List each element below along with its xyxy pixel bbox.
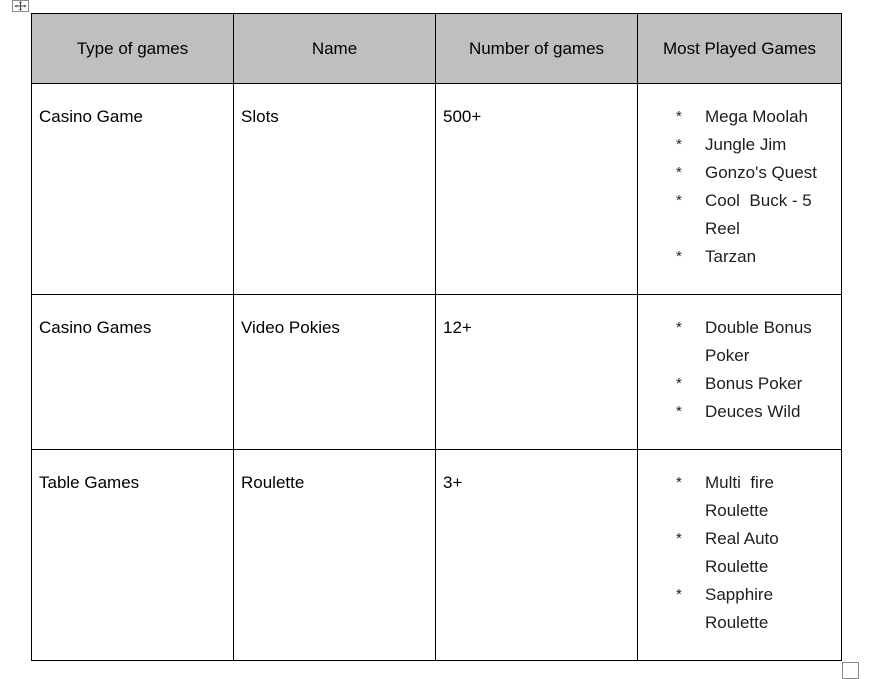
game-title: Sapphire Roulette bbox=[705, 585, 774, 632]
bullet-asterisk-icon: * bbox=[676, 375, 682, 392]
list-item bbox=[676, 370, 834, 398]
list-item bbox=[676, 525, 834, 581]
bullet-asterisk-icon: * bbox=[676, 586, 682, 603]
header-row bbox=[32, 14, 842, 84]
cell-count[interactable]: 12+ bbox=[436, 295, 638, 450]
list-item bbox=[676, 159, 834, 187]
most-played-list bbox=[645, 103, 834, 271]
header-most-played-games[interactable]: Most Played Games bbox=[638, 14, 842, 84]
game-title: Gonzo's Quest bbox=[705, 163, 817, 182]
cell-type[interactable]: Table Games bbox=[32, 450, 234, 661]
cell-most-played[interactable] bbox=[638, 450, 842, 661]
cell-most-played[interactable] bbox=[638, 295, 842, 450]
bullet-asterisk-icon: * bbox=[676, 530, 682, 547]
game-title: Tarzan bbox=[705, 247, 757, 266]
cell-name[interactable]: Roulette bbox=[234, 450, 436, 661]
list-item bbox=[676, 398, 834, 426]
cell-name[interactable]: Video Pokies bbox=[234, 295, 436, 450]
list-item bbox=[676, 131, 834, 159]
header-type-of-games[interactable]: Type of games bbox=[32, 14, 234, 84]
bullet-asterisk-icon: * bbox=[676, 108, 682, 125]
list-item bbox=[676, 314, 834, 370]
game-title: Multi fire Roulette bbox=[705, 473, 779, 520]
game-title: Jungle Jim bbox=[705, 135, 787, 154]
bullet-asterisk-icon: * bbox=[676, 248, 682, 265]
bullet-asterisk-icon: * bbox=[676, 136, 682, 153]
list-item bbox=[676, 103, 834, 131]
table-row bbox=[32, 84, 842, 295]
cell-name[interactable]: Slots bbox=[234, 84, 436, 295]
table-row bbox=[32, 295, 842, 450]
cell-count[interactable]: 3+ bbox=[436, 450, 638, 661]
game-title: Cool Buck - 5 Reel bbox=[705, 191, 817, 238]
bullet-asterisk-icon: * bbox=[676, 319, 682, 336]
header-number-of-games[interactable]: Number of games bbox=[436, 14, 638, 84]
game-title: Double Bonus Poker bbox=[705, 318, 812, 365]
list-item bbox=[676, 581, 834, 637]
table-resize-handle-icon[interactable] bbox=[842, 662, 859, 679]
game-title: Deuces Wild bbox=[705, 402, 801, 421]
cell-count[interactable]: 500+ bbox=[436, 84, 638, 295]
game-title: Real Auto Roulette bbox=[705, 529, 779, 576]
cell-type[interactable]: Casino Games bbox=[32, 295, 234, 450]
cell-type[interactable]: Casino Game bbox=[32, 84, 234, 295]
list-item bbox=[676, 469, 834, 525]
list-item bbox=[676, 187, 834, 243]
table-move-handle-icon[interactable] bbox=[12, 0, 29, 12]
most-played-list bbox=[645, 314, 834, 426]
header-name[interactable]: Name bbox=[234, 14, 436, 84]
bullet-asterisk-icon: * bbox=[676, 164, 682, 181]
bullet-asterisk-icon: * bbox=[676, 474, 682, 491]
bullet-asterisk-icon: * bbox=[676, 403, 682, 420]
bullet-asterisk-icon: * bbox=[676, 192, 682, 209]
game-title: Bonus Poker bbox=[705, 374, 803, 393]
cell-most-played[interactable] bbox=[638, 84, 842, 295]
game-title: Mega Moolah bbox=[705, 107, 809, 126]
list-item bbox=[676, 243, 834, 271]
table-row bbox=[32, 450, 842, 661]
most-played-list bbox=[645, 469, 834, 637]
games-table bbox=[31, 13, 842, 661]
